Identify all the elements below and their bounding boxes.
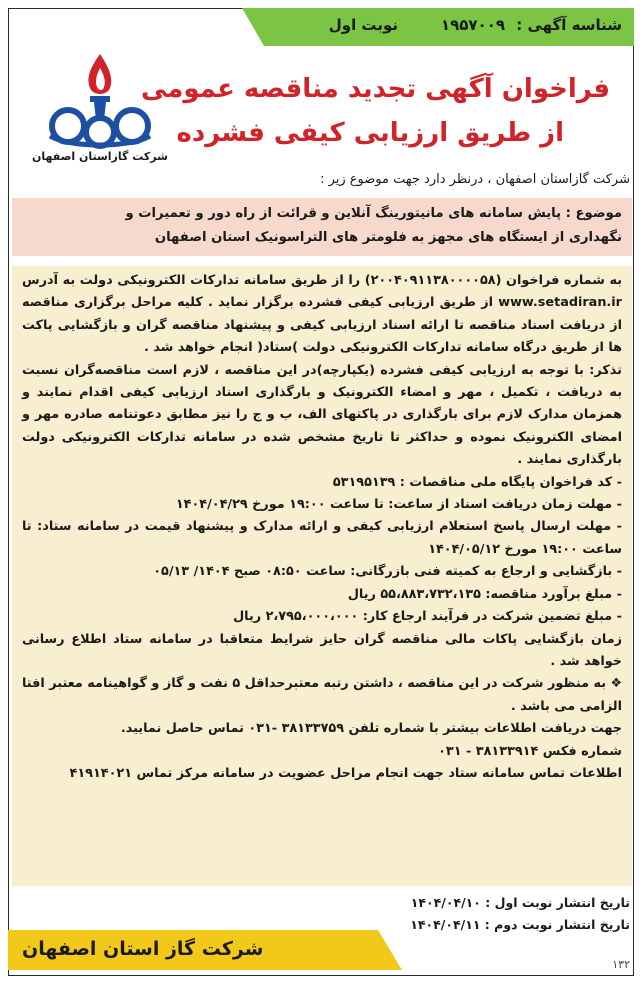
- subject-box: [12, 198, 632, 256]
- company-logo: [30, 50, 170, 180]
- requirement-note: ❖ به منظور شرکت در این مناقصه ، داشتن رتبه معتبرحداقل ۵ نفت و گاز و گواهینامه معتبر افتا الزامی می باشد .: [22, 676, 622, 714]
- ad-id-value: ۱۹۵۷۰۰۹: [440, 16, 506, 34]
- item-guarantee: - مبلغ تضمین شرکت در فرآیند ارجاع کار: ۲،۷۹۵،۰۰۰،۰۰۰ ریال: [233, 609, 622, 625]
- top-bar: [8, 8, 634, 48]
- ad-id: [441, 16, 622, 34]
- footer-notch: [378, 930, 402, 970]
- contact-fax: شماره فکس ۳۸۱۳۳۹۱۴ - ۰۳۱: [438, 743, 622, 759]
- intro-text: شرکت گازاستان اصفهان ، درنظر دارد جهت موضوع زیر :: [320, 172, 630, 187]
- title-line-1: فراخوان آگهی تجدید مناقصه عمومی: [140, 74, 610, 104]
- publish-second: تاریخ انتشار نوبت دوم : ۱۴۰۴/۰۴/۱۱: [410, 917, 630, 932]
- ad-id-label: شناسه آگهی :: [516, 16, 622, 34]
- contact-phone: جهت دریافت اطلاعات بیشتر با شماره تلفن ۳۸۱۳۳۷۵۹ -۰۳۱ تماس حاصل نمایید.: [120, 721, 622, 737]
- logo-caption: شرکت گازاستان اصفهان: [32, 150, 168, 163]
- page-number: ۱۳۲: [612, 958, 630, 971]
- title-line-2: از طریق ارزیابی کیفی فشرده: [176, 118, 564, 148]
- item-submit-deadline: - مهلت ارسال پاسخ استعلام ارزیابی کیفی و ارائه مدارک و پیشنهاد قیمت در سامانه ستاد: تا ساعت ۱۹:۰۰ مورخ ۱۴۰۴/۰۵/۱۲: [22, 519, 622, 557]
- round-label: نوبت اول: [328, 16, 398, 34]
- item-doc-deadline: - مهلت زمان دریافت اسناد از ساعت: تا ساعت ۱۹:۰۰ مورخ ۱۴۰۴/۰۴/۲۹: [175, 497, 622, 513]
- subject-line-2: نگهداری از ایستگاه های مجهز به فلومتر های التراسونیک استان اصفهان: [154, 230, 622, 245]
- item-tender-code: - کد فراخوان پایگاه ملی مناقصات : ۵۳۱۹۵۱۳۹: [332, 474, 622, 490]
- publish-dates: [410, 892, 630, 936]
- subject-line-1: موضوع : پایش سامانه های مانیتورینگ آنلاین و قرائت از راه دور و تعمیرات و: [125, 206, 622, 221]
- publish-first: تاریخ انتشار نوبت اول : ۱۴۰۴/۰۴/۱۰: [410, 895, 630, 910]
- top-bar-notch: [242, 8, 264, 46]
- body-box: [12, 266, 632, 886]
- body-paragraph-1: به شماره فراخوان (۲۰۰۴۰۹۱۱۳۸۰۰۰۰۵۸) را از طریق سامانه تدارکات الکترونیکی دولت به آدرس www.setadiran.ir از طریق ارزیابی کیفی فشرده برگزار نماید . کلیه مراحل برگزاری مناقصه از دریافت اسناد مناقصه تا ارائه اسناد ارزیابی کیفی و پیشنهاد مناقصه گران و بازگشایی پاکت ها از طریق درگاه سامانه تدارکات الکترونیکی دولت )ستاد( انجام خواهد شد .: [22, 273, 623, 356]
- financial-note: زمان بازگشایی پاکات مالی مناقصه گران حایز شرایط متعاقبا در سامانه ستاد اطلاع رسانی خواهد شد .: [22, 631, 622, 669]
- contact-seta: اطلاعات تماس سامانه ستاد جهت انجام مراحل عضویت در سامانه مرکز تماس ۴۱۹۱۴۰۲۱: [69, 765, 622, 781]
- body-paragraph-2: تذکر: با توجه به ارزیابی کیفی فشرده (یکپارچه)در این مناقصه ، لازم است مناقصه‌گران نسبت به دریافت ، تکمیل ، مهر و امضاء الکترونیک و بارگذاری اسناد ارزیابی کیفی اقدام نمایند و همزمان مدارک لازم برای بارگذاری در پاکتهای الف، ب و ج را نیز مطابق دعوتنامه صادره مهر و امضای الکترونیک نموده و حداکثر تا تاریخ مشخص شده در سامانه تدارکات الکترونیکی دولت بارگذاری نمایند .: [22, 362, 622, 468]
- item-opening: - بازگشایی و ارجاع به کمیته فنی بازرگانی: ساعت ۰۸:۵۰ صبح ۱۴۰۴/ ۰۵/۱۳: [153, 564, 622, 580]
- item-estimate: - مبلغ برآورد مناقصه: ۵۵،۸۸۳،۷۳۲،۱۳۵ ریال: [347, 586, 622, 602]
- footer-company: شرکت گاز استان اصفهان: [22, 938, 264, 960]
